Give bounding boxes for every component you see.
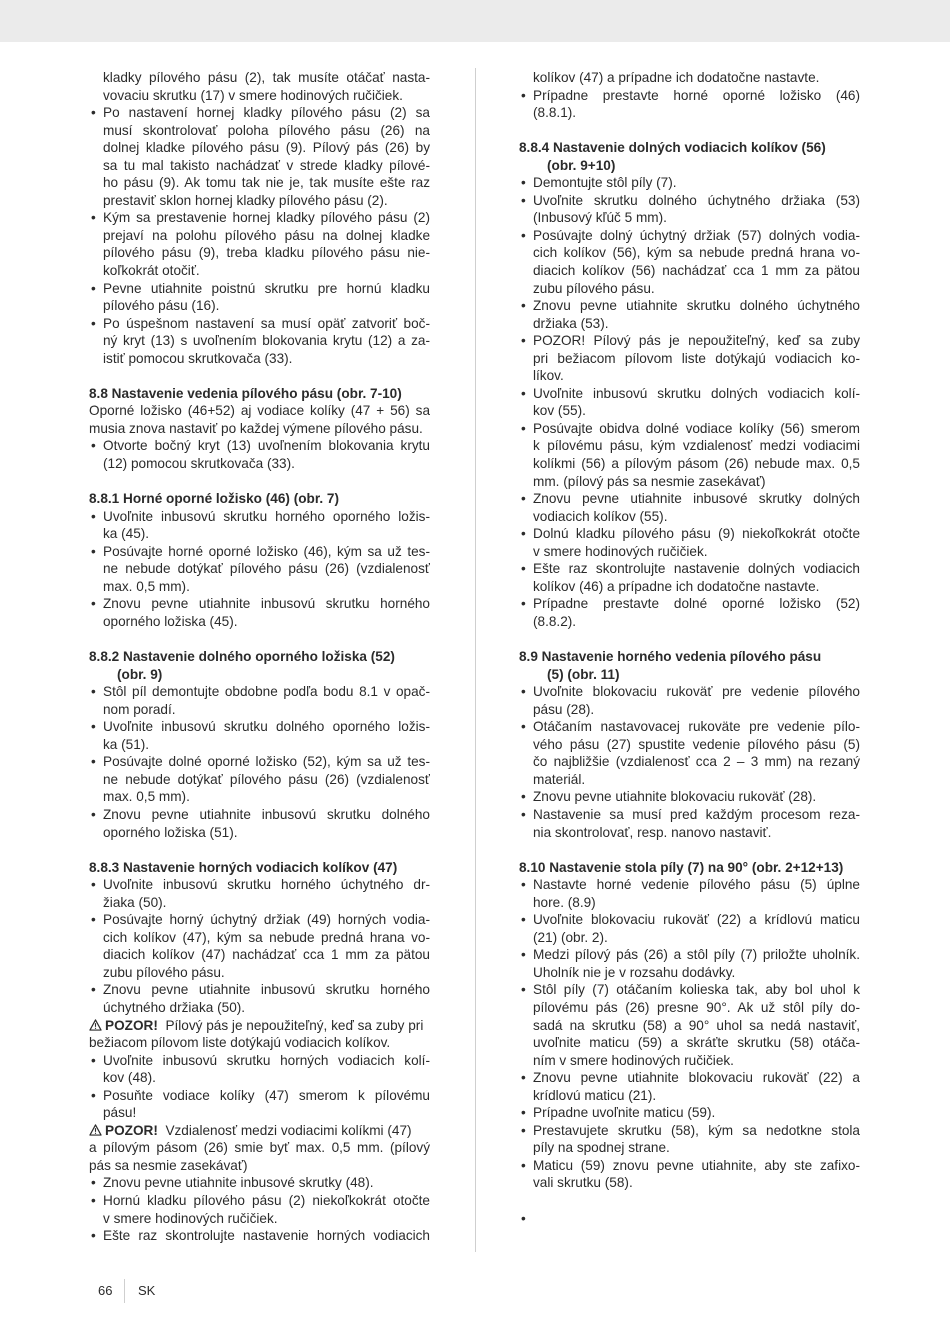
text-line: Pevne utiahnite poistnú skrutku pre hornú kladku — [103, 280, 430, 296]
bullet-icon: • — [521, 1070, 526, 1086]
column-divider — [475, 68, 476, 1252]
text-line: pás sa nesmie zasekávať) — [89, 1157, 248, 1173]
section-heading — [519, 859, 860, 877]
text-line: Uvoľnite inbusovú skrutku horného oporného ložis- — [103, 508, 430, 524]
text-line: (Inbusový kľúč 5 mm). — [533, 210, 667, 226]
bullet-icon: • — [91, 315, 96, 331]
list-item — [519, 525, 860, 560]
text-line: Nastavenie sa musí pred každým procesom reza- — [533, 806, 860, 822]
list-item — [519, 595, 860, 630]
text-line: musia znova nastaviť po každej výmene pílového pásu. — [89, 420, 423, 436]
list-item — [89, 806, 430, 841]
text-line: Stôl píly (7) otáčaním kolieska tak, aby bol uhol k — [533, 982, 860, 998]
list-item — [519, 174, 860, 192]
text-line: 8.8.1 Horné oporné ložisko (46) (obr. 7) — [89, 491, 340, 507]
bullet-icon: • — [521, 947, 526, 963]
text-line: Uvoľnite inbusovú skrutku dolných vodiacich kolí- — [533, 385, 860, 401]
text-line: mm. (pílový pás sa nesmie zasekávať) — [533, 473, 766, 489]
text-line: 8.8.3 Nastavenie horných vodiacich kolíkov (47) — [89, 859, 398, 875]
text-line: Kým sa prestavenie hornej kladky pílového pásu (2) — [103, 210, 430, 226]
blank-line — [89, 631, 430, 649]
text-line: Znovu pevne utiahnite skrutku dolného úchytného — [533, 298, 860, 314]
blank-line — [519, 841, 860, 859]
text-line: ka (45). — [103, 526, 150, 542]
list-item — [519, 1210, 860, 1228]
text-line: (8.8.2). — [533, 613, 577, 629]
text-line: ne nebude dotýkať pílového pásu (26) (vzdialenosť — [103, 771, 430, 787]
text-line: Oporné ložisko (46+52) aj vodiace kolíky (47 + 56) sa — [89, 403, 430, 419]
list-item — [89, 104, 430, 209]
bullet-icon: • — [91, 1087, 96, 1103]
text-line: 8.9 Nastavenie horného vedenia pílového pásu — [519, 649, 822, 665]
list-item — [519, 981, 860, 1069]
bullet-icon: • — [521, 789, 526, 805]
text-line: ka (51). — [103, 736, 150, 752]
text-line: istiť pomocou skrutkovača (33). — [103, 350, 293, 366]
warning-text: Pílový pás je nepoužiteľný, keď sa zuby pri — [165, 1017, 424, 1033]
text-line: Po úspešnom nastavení sa musí opäť zatvoriť boč- — [103, 315, 430, 331]
section-heading — [519, 648, 860, 683]
bullet-icon: • — [521, 1210, 526, 1226]
bullet-icon: • — [521, 806, 526, 822]
list-item — [89, 280, 430, 315]
text-line: a pílovým pásom (26) smie byť max. 0,5 mm. (pílový — [89, 1140, 430, 1156]
text-line: zubu pílového pásu. — [103, 964, 225, 980]
right-column — [519, 69, 860, 1227]
text-line: (5) (obr. 11) — [547, 666, 620, 682]
text-line: žiaka (50). — [103, 894, 167, 910]
list-item — [89, 595, 430, 630]
text-line: Posúvajte obidva dolné vodiace kolíky (56) smerom — [533, 420, 860, 436]
bullet-icon: • — [521, 1105, 526, 1121]
text-line: Znovu pevne utiahnite inbusovú skrutku horného — [103, 982, 430, 998]
warning-note — [89, 1017, 430, 1052]
text-line: Znovu pevne utiahnite blokovaciu rukoväť (28). — [533, 789, 817, 805]
text-line: Posúvajte dolný úchytný držiak (57) dolných vodia- — [533, 227, 860, 243]
footer-divider — [124, 1279, 125, 1303]
bullet-icon: • — [91, 280, 96, 296]
text-line: Prípadne prestavte horné oporné ložisko (46) — [533, 87, 860, 103]
list-item — [519, 297, 860, 332]
text-line: zubu pílového pásu. — [533, 280, 655, 296]
list-item — [519, 87, 860, 122]
text-line: vovaciu skrutku (17) v smere hodinových ručičiek. — [103, 87, 403, 103]
text-line: krídlovú maticu (21). — [533, 1087, 657, 1103]
section-heading — [89, 648, 430, 683]
text-line: pásu! — [103, 1105, 137, 1121]
list-item — [89, 1052, 430, 1087]
bullet-icon: • — [91, 105, 96, 121]
section-heading — [89, 490, 430, 508]
bullet-icon: • — [91, 438, 96, 454]
text-line: Prípadne uvoľnite maticu (59). — [533, 1105, 716, 1121]
list-item — [519, 332, 860, 385]
text-line: 8.8.2 Nastavenie dolného oporného ložiska (52) — [89, 649, 395, 665]
text-line: kov (55). — [533, 403, 586, 419]
blank-line — [519, 631, 860, 649]
text-line: Uvoľnite inbusovú skrutku dolného oporného ložis- — [103, 719, 430, 735]
list-item — [519, 1069, 860, 1104]
section-heading — [89, 859, 430, 877]
text-line: pásu (28). — [533, 701, 595, 717]
list-item — [89, 981, 430, 1016]
blank-line — [89, 367, 430, 385]
paragraph-continuation — [519, 69, 860, 87]
text-line: nia skontrolovať, resp. nanovo nastaviť. — [533, 824, 772, 840]
list-item — [519, 946, 860, 981]
text-line: vého pásu (27) spustite vedenie pílového pásu (5) — [533, 736, 860, 752]
list-item — [89, 543, 430, 596]
bullet-icon: • — [521, 1122, 526, 1138]
blank-line — [519, 1192, 860, 1210]
text-line: vodiacich kolíkov (55). — [533, 508, 668, 524]
text-line: dolnej kladke pílového pásu (9). Pílový pás (26) by — [103, 140, 430, 156]
text-line: v smere hodinových ručičiek. — [103, 1210, 278, 1226]
text-line: kolíkov (46) a prípadne ich dodatočne nastavte. — [533, 578, 820, 594]
bullet-icon: • — [521, 192, 526, 208]
list-item — [519, 1104, 860, 1122]
text-line: koľkokrát otočiť. — [103, 263, 200, 279]
text-line: ný kryt (13) s uvoľnením blokovania krytu (12) a za- — [103, 333, 430, 349]
text-line: Uvoľnite skrutku dolného úchytného držiaka (53) — [533, 192, 860, 208]
list-item — [519, 911, 860, 946]
text-line — [519, 1210, 860, 1228]
text-line: držiaka (53). — [533, 315, 609, 331]
text-line: Uholník nie je v rozsahu dodávky. — [533, 964, 736, 980]
text-line: Uvoľnite inbusovú skrutku horných vodiacich kolí- — [103, 1052, 430, 1068]
list-item — [89, 508, 430, 543]
text-line: kolíkmi (56) a pílovým pásom (26) nebude max. 0,5 — [533, 456, 860, 472]
blank-line — [519, 122, 860, 140]
list-item — [519, 718, 860, 788]
warning-note — [89, 1122, 430, 1175]
bullet-icon: • — [521, 420, 526, 436]
list-item — [89, 209, 430, 279]
text-line: píly na spodnej strane. — [533, 1140, 670, 1156]
text-line: nom poradí. — [103, 701, 176, 717]
bullet-icon: • — [91, 1052, 96, 1068]
text-line: Hornú kladku pílového pásu (2) niekoľkokrát otočte — [103, 1193, 430, 1208]
text-line: Znovu pevne utiahnite blokovaciu rukoväť (22) a — [533, 1070, 860, 1086]
text-line: prejaví na polohu pílového pásu na dolnej kladke — [103, 227, 430, 243]
list-item — [89, 683, 430, 718]
bullet-icon: • — [521, 175, 526, 191]
bullet-icon: • — [91, 1175, 96, 1191]
text-line: Posúvajte horné oporné ložisko (46), kým sa už tes- — [103, 543, 430, 559]
text-line: musí skontrolovať poloha pílového pásu (26) na — [103, 122, 430, 138]
warning-triangle-icon — [89, 1019, 102, 1031]
bullet-icon: • — [521, 912, 526, 928]
text-line: kov (48). — [103, 1070, 156, 1086]
text-line: prestaviť sklon hornej kladky pílového pásu (2). — [103, 192, 388, 208]
text-line: diacich kolíkov (56) nachádzať cca 1 mm za pätou — [533, 263, 860, 279]
list-item — [519, 490, 860, 525]
list-item — [89, 1174, 430, 1192]
bullet-icon: • — [521, 526, 526, 542]
text-line: kladky pílového pásu (2), tak musíte otáčať nasta- — [103, 70, 430, 85]
text-line: Demontujte stôl píly (7). — [533, 175, 677, 191]
text-line: ne nebude dotýkať pílového pásu (26) (vzdialenosť — [103, 561, 430, 577]
text-line: Uvoľnite inbusovú skrutku horného úchytného dr- — [103, 877, 430, 893]
bullet-icon: • — [91, 543, 96, 559]
text-line: 8.10 Nastavenie stola píly (7) na 90° (obr. 2+12+13) — [519, 859, 844, 875]
text-line: (obr. 9) — [117, 666, 163, 682]
text-line: čo najbližšie (vzdialenosť cca 2 – 3 mm) na rezaný — [533, 754, 860, 770]
list-item — [519, 420, 860, 490]
text-line: Maticu (59) znovu pevne utiahnite, aby ste zafixo- — [533, 1157, 860, 1173]
text-line: pílovému pás (26) presne 90°. Ak už stôl píly do- — [533, 999, 860, 1015]
text-line: vali skrutku (58). — [533, 1175, 633, 1191]
bullet-icon: • — [521, 719, 526, 735]
text-line: uvoľnite maticu (59) a skráťte skrutku (58) otáča- — [533, 1035, 860, 1051]
left-column — [89, 69, 430, 1245]
bullet-icon: • — [91, 912, 96, 928]
list-item — [89, 911, 430, 981]
text-line: Znovu pevne utiahnite inbusové skrutky (48). — [103, 1175, 374, 1191]
text-line: cich kolíkov (47), kým sa nebude predná hrana vo- — [103, 929, 430, 945]
text-line: Znovu pevne utiahnite inbusovú skrutku horného — [103, 596, 430, 612]
warning-label: POZOR! — [105, 1122, 158, 1138]
text-line — [89, 1017, 430, 1035]
bullet-icon: • — [91, 1193, 96, 1208]
bullet-icon: • — [91, 210, 96, 226]
bullet-icon: • — [521, 1157, 526, 1173]
section-heading — [519, 139, 860, 174]
text-line: Uvoľnite blokovaciu rukoväť pre vedenie pílového — [533, 684, 860, 700]
list-item — [519, 192, 860, 227]
bullet-icon: • — [521, 877, 526, 893]
text-line: Prípadne prestavte dolné oporné ložisko (52) — [533, 596, 860, 612]
text-line: Nastavte horné vedenie pílového pásu (5) úplne — [533, 877, 860, 893]
bullet-icon: • — [521, 596, 526, 612]
text-line: Znovu pevne utiahnite inbusové skrutky dolných — [533, 491, 860, 507]
text-line: 8.8.4 Nastavenie dolných vodiacich kolíkov (56) — [519, 140, 826, 156]
text-line: diacich kolíkov (47) nachádzať cca 1 mm za pätou — [103, 947, 430, 963]
text-line: líkov. — [533, 368, 564, 384]
text-line: Stôl píl demontujte obdobne podľa bodu 8.1 v opač- — [103, 684, 430, 700]
text-line: k pílovému pásu, kým vzdialenosť medzi vodiacimi — [533, 438, 860, 454]
text-line — [89, 1122, 430, 1140]
text-line: v smere hodinových ručičiek. — [533, 543, 708, 559]
text-line: Prestavujete skrutku (58), kým sa nedotkne stola — [533, 1122, 860, 1138]
warning-label: POZOR! — [105, 1017, 158, 1033]
text-line: ním v smere hodinových ručičiek. — [533, 1052, 734, 1068]
bullet-icon: • — [91, 684, 96, 700]
bullet-icon: • — [91, 508, 96, 524]
text-line: Ešte raz skontrolujte nastavenie horných vodiacich — [103, 1228, 430, 1244]
text-line: max. 0,5 mm). — [103, 789, 190, 805]
list-item — [519, 1122, 860, 1157]
text-line: Znovu pevne utiahnite inbusovú skrutku dolného — [103, 806, 430, 822]
bullet-icon: • — [91, 806, 96, 822]
list-item — [89, 315, 430, 368]
text-line: Otvorte bočný kryt (13) uvoľnením blokovania krytu — [103, 438, 430, 454]
warning-text: Vzdialenosť medzi vodiacimi kolíkmi (47) — [165, 1122, 412, 1138]
text-line: oporného ložiska (51). — [103, 824, 238, 840]
list-item — [519, 227, 860, 297]
text-line: max. 0,5 mm). — [103, 578, 190, 594]
viewer-top-band — [0, 0, 950, 42]
bullet-icon: • — [91, 1228, 96, 1244]
paragraph-continuation — [89, 69, 430, 104]
text-line: úchytného držiaka (50). — [103, 999, 246, 1015]
text-line: (obr. 9+10) — [547, 157, 616, 173]
list-item — [519, 806, 860, 841]
text-line: (12) pomocou skrutkovača (33). — [103, 456, 295, 472]
list-item — [519, 683, 860, 718]
text-line: Medzi pílový pás (26) a stôl píly (7) priložte uholník. — [533, 947, 860, 963]
text-line: oporného ložiska (45). — [103, 613, 238, 629]
bullet-icon: • — [521, 87, 526, 103]
text-line: ho pásu (9). Ak tomu tak nie je, tak musíte ešte raz — [103, 175, 430, 191]
list-item — [519, 788, 860, 806]
list-item — [519, 560, 860, 595]
text-line: Po nastavení hornej kladky pílového pásu (2) sa — [103, 105, 430, 121]
warning-triangle-icon — [89, 1124, 102, 1136]
paragraph — [89, 402, 430, 437]
text-line: (8.8.1). — [533, 105, 577, 121]
bullet-icon: • — [91, 754, 96, 770]
list-item — [519, 1157, 860, 1192]
text-line: Posúvajte dolné oporné ložisko (52), kým sa už tes- — [103, 754, 430, 770]
text-line: Uvoľnite blokovaciu rukoväť (22) a krídlovú maticu — [533, 912, 860, 928]
text-line: kolíkov (47) a prípadne ich dodatočne nastavte. — [533, 70, 820, 85]
text-line: (21) (obr. 2). — [533, 929, 608, 945]
list-item — [519, 876, 860, 911]
section-heading — [89, 385, 430, 403]
list-item — [89, 718, 430, 753]
bullet-icon: • — [521, 298, 526, 314]
text-line: materiál. — [533, 771, 586, 787]
list-item — [89, 876, 430, 911]
text-line: Dolnú kladku pílového pásu (9) niekoľkokrát otočte — [533, 526, 860, 542]
bullet-icon: • — [521, 227, 526, 243]
list-item — [89, 437, 430, 472]
text-line: cich kolíkov (56), kým sa nebude predná hrana vo- — [533, 245, 860, 261]
blank-line — [89, 473, 430, 491]
text-line: sadá na skrutku (58) a 90° uhol sa nedá nastaviť, — [533, 1017, 860, 1033]
bullet-icon: • — [521, 491, 526, 507]
language-code: SK — [138, 1283, 156, 1298]
text-line: Posuňte vodiace kolíky (47) smerom k pílovému — [103, 1087, 430, 1103]
list-item — [519, 385, 860, 420]
list-item — [89, 1192, 430, 1227]
bullet-icon: • — [521, 561, 526, 577]
text-line: bežiacom pílovom liste dotýkajú vodiacich kolíkov. — [89, 1035, 391, 1051]
text-line: Otáčaním nastavovacej rukoväte pre vedenie pílo- — [533, 719, 860, 735]
text-line: 8.8 Nastavenie vedenia pílového pásu (obr. 7-10) — [89, 385, 402, 401]
text-line: Ešte raz skontrolujte nastavenie dolných vodiacich — [533, 561, 860, 577]
bullet-icon: • — [91, 596, 96, 612]
bullet-icon: • — [91, 982, 96, 998]
bullet-icon: • — [521, 333, 526, 349]
list-item — [89, 1227, 430, 1245]
list-item — [89, 1087, 430, 1122]
bullet-icon: • — [521, 684, 526, 700]
blank-line — [89, 841, 430, 859]
bullet-icon: • — [521, 385, 526, 401]
text-line: POZOR! Pílový pás je nepoužiteľný, keď sa zuby — [533, 333, 860, 349]
bullet-icon: • — [91, 877, 96, 893]
page-number: 66 — [98, 1283, 113, 1298]
text-line: hore. (8.9) — [533, 894, 596, 910]
text-line: Posúvajte horný úchytný držiak (49) horných vodia- — [103, 912, 430, 928]
text-line: pri bežiacom pílovom liste dotýkajú vodiacich ko- — [533, 350, 860, 366]
text-line: pílového pásu (16). — [103, 298, 220, 314]
bullet-icon: • — [91, 719, 96, 735]
bullet-icon: • — [521, 982, 526, 998]
text-line: sa tu mal takisto nachádzať v strede kladky pílové- — [103, 157, 430, 173]
text-line: pílového pásu (9), treba kladku pílového pásu nie- — [103, 245, 430, 261]
list-item — [89, 753, 430, 806]
